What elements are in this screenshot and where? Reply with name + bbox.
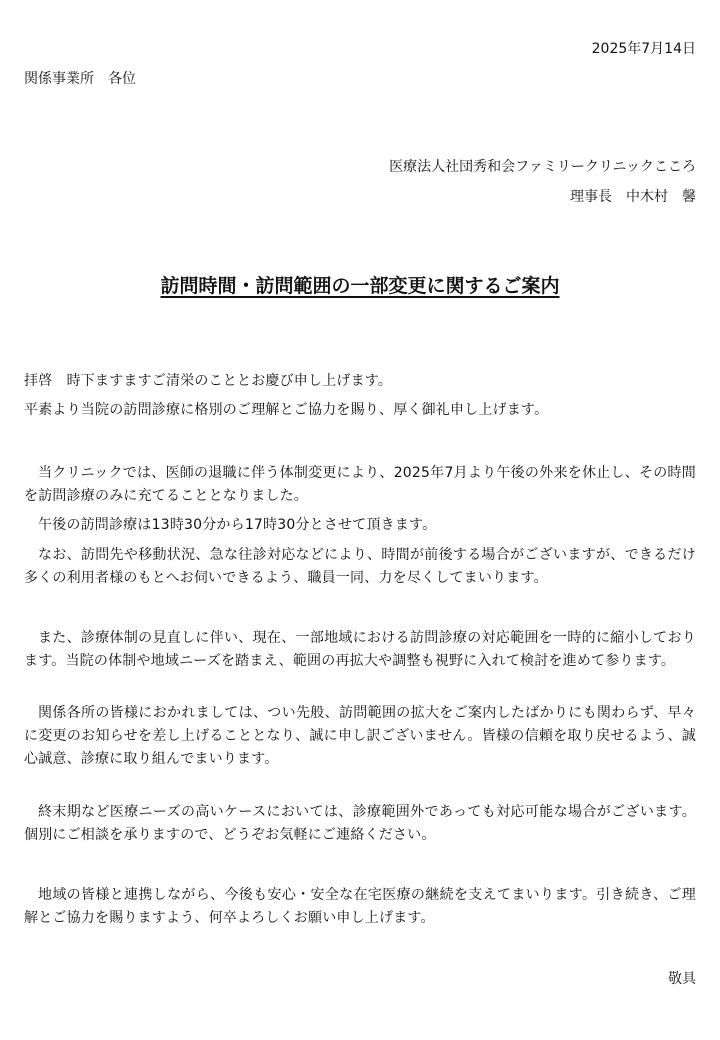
paragraph-apology: 関係各所の皆様におかれましては、つい先般、訪問範囲の拡大をご案内したばかりにも関わらず、早々に変更のお知らせを差し上げることとなり、誠に申し訳ございません。皆様の信頼を取り戻せるよう、誠心誠意、診療に取り組んでまいります。 <box>24 705 696 767</box>
paragraph-community: 地域の皆様と連携しながら、今後も安心・安全な在宅医療の継続を支えてまいります。引き続き、ご理解とご協力を賜りますよう、何卒よろしくお願い申し上げます。 <box>24 887 696 926</box>
closing: 敬具 <box>668 971 696 987</box>
thanks-paragraph: 平素より当院の訪問診療に格別のご理解とご協力を賜り、厚く御礼申し上げます。 <box>24 402 549 418</box>
paragraph-end-of-life-care: 終末期など医療ニーズの高いケースにおいては、診療範囲外であっても対応可能な場合がございます。個別にご相談を承りますので、どうぞお気軽にご連絡ください。 <box>24 804 696 843</box>
paragraph-area-reduction: また、診療体制の見直しに伴い、現在、一部地域における訪問診療の対応範囲を一時的に縮小しております。当院の体制や地域ニーズを踏まえ、範囲の再拡大や調整も視野に入れて検討を進めて参ります。 <box>24 630 696 669</box>
greeting: 拝啓 時下ますますご清栄のこととお慶び申し上げます。 <box>24 373 393 389</box>
sender-name: 理事長 中木村 馨 <box>570 189 696 205</box>
sender-organization: 医療法人社団秀和会ファミリークリニックこころ <box>389 159 696 175</box>
paragraph-afternoon-hours: 午後の訪問診療は13時30分から17時30分とさせて頂きます。 <box>38 517 437 533</box>
paragraph-schedule-change: 当クリニックでは、医師の退職に伴う体制変更により、2025年7月より午後の外来を休止し、その時間を訪問診療のみに充てることとなりました。 <box>24 465 696 504</box>
paragraph-timing-note: なお、訪問先や移動状況、急な往診対応などにより、時間が前後する場合がございますが、できるだけ多くの利用者様のもとへお伺いできるよう、職員一同、力を尽くしてまいります。 <box>24 547 696 586</box>
document-title <box>0 272 720 300</box>
recipient: 関係事業所 各位 <box>24 71 136 87</box>
date: 2025年7月14日 <box>591 41 696 57</box>
document-title-text: 訪問時間・訪問範囲の一部変更に関するご案内 <box>160 275 560 297</box>
